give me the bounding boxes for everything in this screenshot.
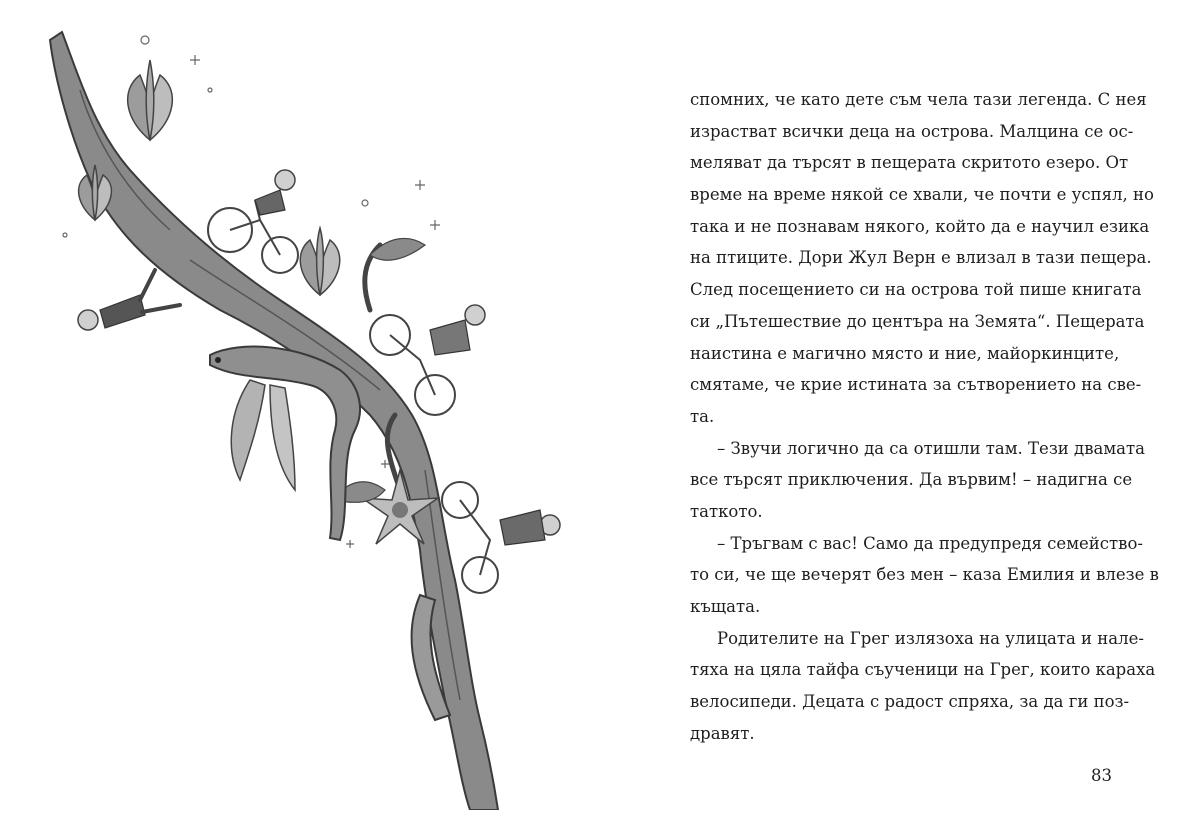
text-line: та. — [690, 406, 715, 426]
text-line: тяха на цяла тайфа съученици на Грег, които караха — [690, 660, 1156, 680]
body-text — [690, 84, 1159, 749]
text-line: дравят. — [690, 723, 755, 743]
text-line: то си, че ще вечерят без мен – каза Емилия и влезе в — [690, 565, 1159, 585]
text-line: така и не познавам някого, който да е научил езика — [690, 216, 1150, 236]
page-number: 83 — [1091, 766, 1112, 785]
text-line: Родителите на Грег излязоха на улицата и нале- — [717, 628, 1144, 648]
text-line: къщата. — [690, 597, 761, 616]
text-line: велосипеди. Децата с радост спряха, за да ги поз- — [690, 692, 1130, 712]
text-line: – Звучи логично да са отишли там. Тези двамата — [717, 438, 1145, 458]
text-line: таткото. — [690, 501, 763, 521]
dragon — [210, 347, 360, 540]
text-line: спомних, че като дете съм чела тази легенда. С нея — [690, 90, 1147, 109]
tree-illustration — [40, 20, 580, 810]
text-line: смятаме, че крие истината за сътворението на све- — [690, 375, 1142, 395]
dragon-wing — [231, 380, 265, 480]
child-on-bicycle — [442, 482, 560, 593]
text-line: все търсят приключения. Да вървим! – надигна се — [690, 470, 1133, 490]
lotus-flower — [300, 228, 339, 295]
text-line: си „Пътешествие до центъра на Земята“. Пещерата — [690, 311, 1145, 331]
text-line: – Тръгвам с вас! Само да предупредя семейство- — [717, 533, 1143, 553]
text-line: време на време някой се хвали, че почти е успял, но — [690, 185, 1154, 205]
text-line: израстват всички деца на острова. Малцина се ос- — [690, 121, 1134, 141]
dragon-wing — [270, 385, 295, 490]
text-line: След посещението си на острова той пише книгата — [690, 280, 1142, 300]
text-line: на птиците. Дори Жул Верн е влизал в тази пещера. — [690, 248, 1152, 268]
text-line: меляват да търсят в пещерата скритото езеро. От — [690, 153, 1129, 173]
leaf — [370, 238, 425, 260]
lotus-flower — [128, 60, 173, 140]
text-line: наистина е магично място и ние, майоркинците, — [690, 343, 1120, 363]
falling-child — [78, 270, 180, 330]
